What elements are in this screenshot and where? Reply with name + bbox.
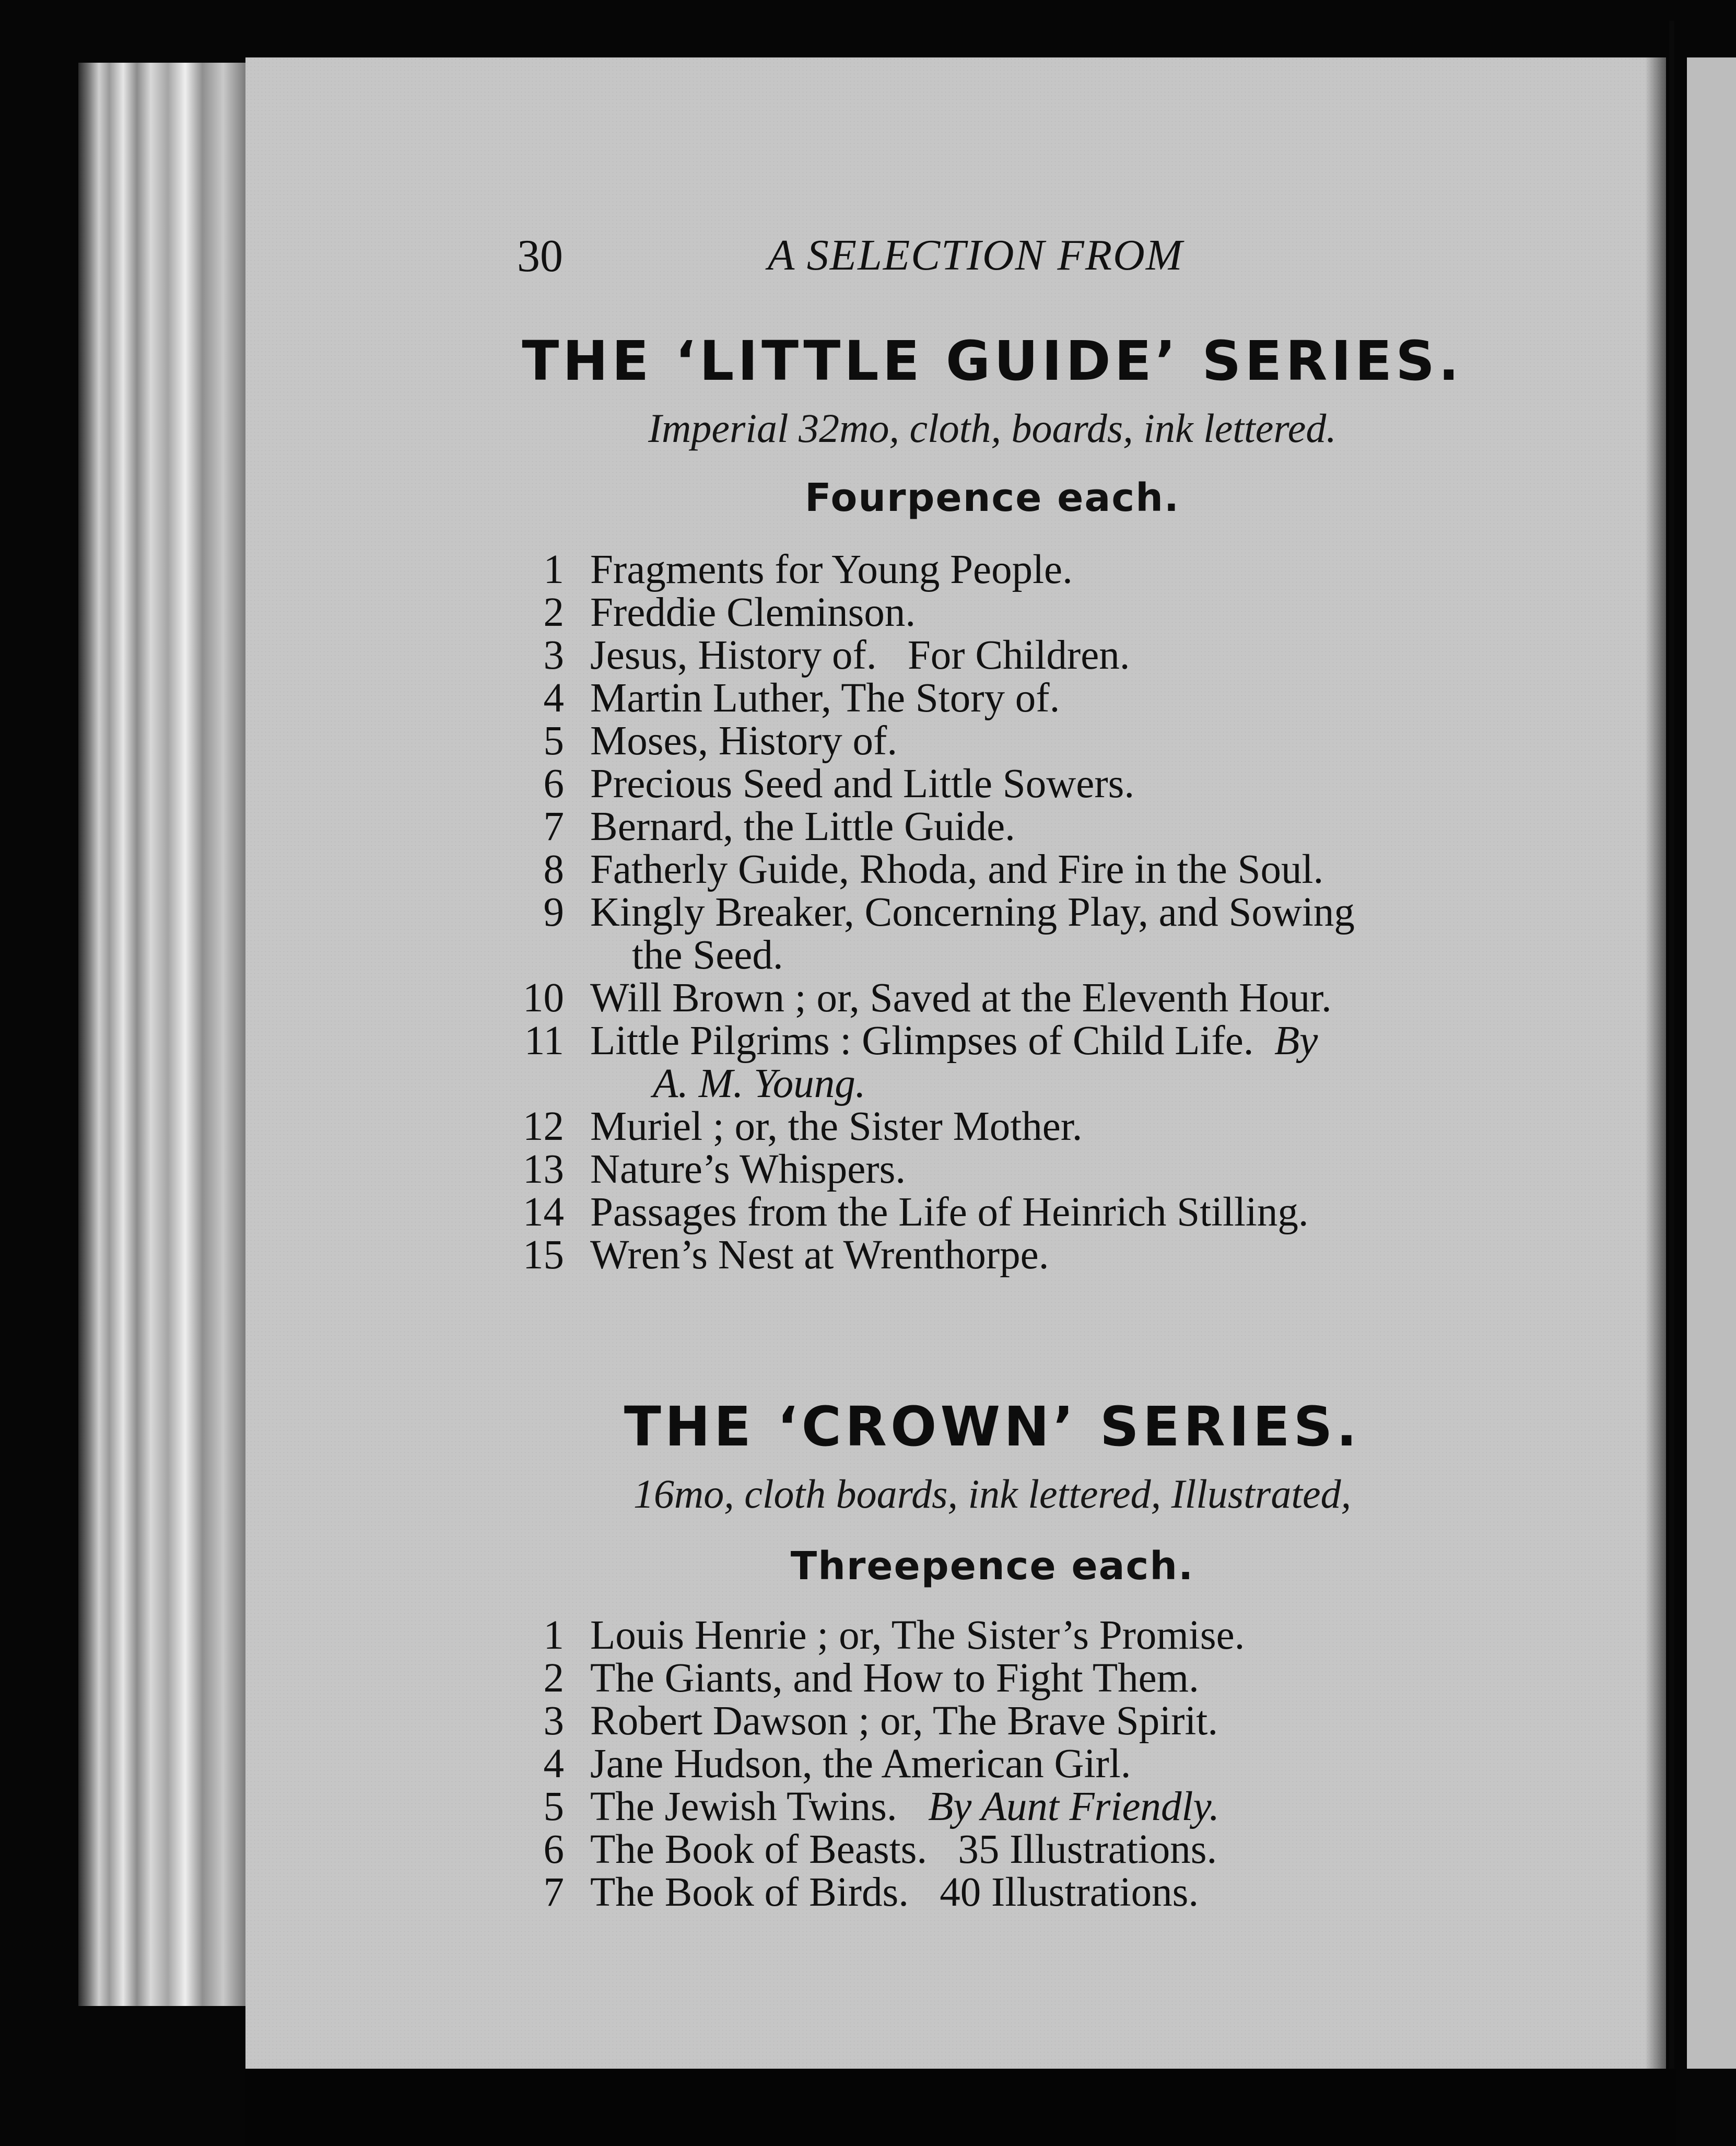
adjacent-page-strip (1687, 57, 1736, 2069)
item-title-continuation: the Seed. (632, 932, 783, 978)
item-number: 10 (523, 975, 564, 1021)
list-item (486, 1020, 1355, 1105)
list-item (486, 1105, 1355, 1148)
item-number: 3 (543, 1698, 564, 1744)
item-title: The Book of Birds. (590, 1870, 909, 1915)
list-item (486, 977, 1355, 1020)
item-number: 4 (543, 675, 564, 721)
item-title-line (590, 1786, 1245, 1828)
item-author-by: By (1274, 1018, 1318, 1064)
list-item (486, 1786, 1245, 1828)
item-number: 6 (543, 1827, 564, 1872)
list-item (486, 763, 1355, 806)
item-title: Freddie Cleminson. (590, 590, 916, 635)
item-number: 1 (543, 1613, 564, 1658)
list-item (486, 1191, 1355, 1234)
item-number: 6 (543, 761, 564, 807)
list-item (486, 591, 1355, 634)
item-title-line (590, 1020, 1355, 1063)
item-title-line (590, 1871, 1245, 1914)
item-title: Bernard, the Little Guide. (590, 804, 1015, 849)
item-title: The Giants, and How to Fight Them. (590, 1655, 1199, 1701)
item-number: 12 (523, 1104, 564, 1149)
item-title: Nature’s Whispers. (590, 1147, 906, 1192)
book-page-edges (78, 63, 251, 2006)
running-head: A SELECTION FROM (768, 231, 1183, 279)
item-number: 1 (543, 547, 564, 592)
book-list-crown (486, 1614, 1245, 1914)
item-number: 15 (523, 1232, 564, 1278)
item-title: Louis Henrie ; or, The Sister’s Promise. (590, 1613, 1245, 1658)
item-title: Muriel ; or, the Sister Mother. (590, 1104, 1083, 1149)
item-illustration-note: 40 Illustrations. (940, 1870, 1199, 1915)
item-number: 2 (543, 590, 564, 635)
list-item (486, 1871, 1245, 1914)
item-author: A. M. Young. (653, 1061, 866, 1106)
list-item (486, 1828, 1245, 1871)
price-little-guide: Fourpence each. (804, 475, 1180, 520)
item-number: 5 (543, 1784, 564, 1829)
series-description-little-guide: Imperial 32mo, cloth, boards, ink lettered. (648, 405, 1336, 451)
list-item (486, 1614, 1245, 1657)
item-title: The Jewish Twins. (590, 1784, 897, 1829)
item-title: Moses, History of. (590, 718, 898, 764)
list-item (486, 848, 1355, 891)
item-number: 4 (543, 1741, 564, 1787)
item-title-line (590, 1828, 1245, 1871)
list-item (486, 634, 1355, 677)
item-number: 14 (523, 1189, 564, 1235)
page-number: 30 (517, 231, 563, 282)
item-number: 8 (543, 847, 564, 892)
list-item (486, 549, 1355, 591)
series-description-crown: 16mo, cloth boards, ink lettered, Illustrated, (633, 1471, 1352, 1517)
price-crown: Threepence each. (790, 1544, 1194, 1589)
list-item (486, 1700, 1245, 1743)
list-item (486, 1148, 1355, 1191)
item-title: Robert Dawson ; or, The Brave Spirit. (590, 1698, 1218, 1744)
list-item (486, 891, 1355, 977)
item-title: Fatherly Guide, Rhoda, and Fire in the Soul. (590, 847, 1324, 892)
list-item (486, 1743, 1245, 1786)
item-number: 3 (543, 633, 564, 678)
item-title: Passages from the Life of Heinrich Stilling. (590, 1189, 1309, 1235)
series-title-little-guide: THE ‘LITTLE GUIDE’ SERIES. (522, 329, 1463, 393)
item-title: Jane Hudson, the American Girl. (590, 1741, 1131, 1787)
item-number: 13 (523, 1147, 564, 1192)
item-illustration-note: 35 Illustrations. (958, 1827, 1217, 1872)
item-title: Little Pilgrims : Glimpses of Child Life. (590, 1018, 1254, 1064)
item-title: Jesus, History of. For Children. (590, 633, 1130, 678)
item-number: 2 (543, 1655, 564, 1701)
item-title: Kingly Breaker, Concerning Play, and Sowing (590, 890, 1355, 935)
item-title: The Book of Beasts. (590, 1827, 928, 1872)
page-border-line (1669, 21, 1674, 2090)
list-item (486, 1657, 1245, 1700)
item-number: 5 (543, 718, 564, 764)
item-title: Fragments for Young People. (590, 547, 1073, 592)
item-number: 7 (543, 804, 564, 849)
book-list-little-guide (486, 549, 1355, 1277)
scan-bottom-border (245, 2069, 1676, 2146)
item-title: Precious Seed and Little Sowers. (590, 761, 1135, 807)
list-item (486, 806, 1355, 848)
item-number: 9 (543, 890, 564, 935)
item-title: Martin Luther, The Story of. (590, 675, 1060, 721)
list-item (486, 720, 1355, 763)
list-item (486, 677, 1355, 720)
page-gutter-shadow (1645, 57, 1666, 2069)
item-title: Will Brown ; or, Saved at the Eleventh Hour. (590, 975, 1332, 1021)
item-title: Wren’s Nest at Wrenthorpe. (590, 1232, 1049, 1278)
item-author: By Aunt Friendly. (928, 1784, 1219, 1829)
list-item (486, 1234, 1355, 1277)
item-number: 7 (543, 1870, 564, 1915)
series-title-crown: THE ‘CROWN’ SERIES. (624, 1395, 1361, 1459)
item-number: 11 (524, 1018, 564, 1064)
